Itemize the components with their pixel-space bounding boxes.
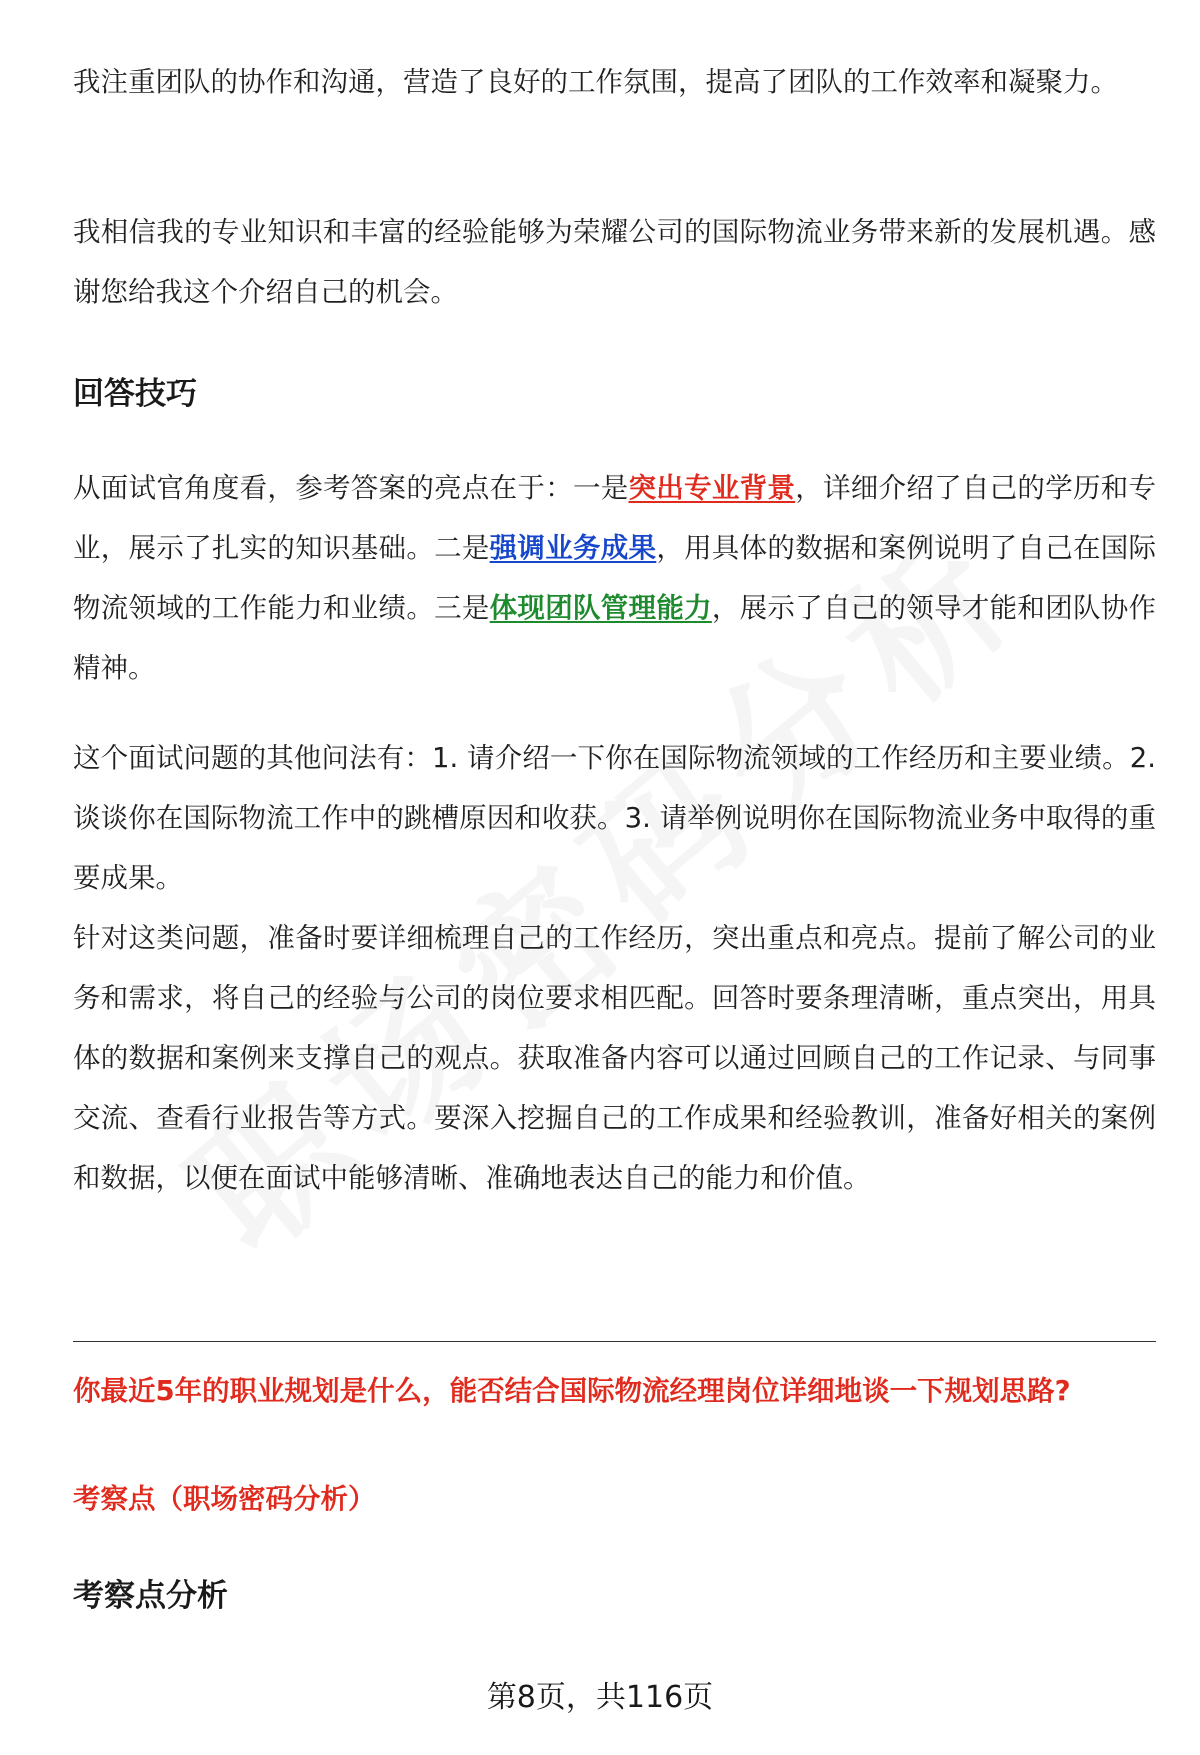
assessment-label: 考察点（职场密码分析） (73, 1483, 376, 1515)
page-footer: 第8页，共116页 (486, 1680, 714, 1715)
text-segment: ，展示了自己的领导才能和团队协作精神。 (73, 592, 1157, 684)
highlight-team-management: 体现团队管理能力 (489, 592, 712, 624)
section-divider (73, 1341, 1156, 1342)
heading-assessment-analysis: 考察点分析 (73, 1578, 228, 1614)
text-segment: ，详细介绍了自己的学历和专业，展示了扎实的知识基础。二是 (73, 472, 1157, 564)
paragraph-preparation-advice: 针对这类问题，准备时要详细梳理自己的工作经历，突出重点和亮点。提前了解公司的业务和需求，将自己的经验与公司的岗位要求相匹配。回答时要条理清晰，重点突出，用具体的数据和案例来支撑自己的观点。获取准备内容可以通过回顾自己的工作记录、与同事交流、查看行业报告等方式。要深入挖掘自己的工作成果和经验教训，准备好相关的案例和数据，以便在面试中能够清晰、准确地表达自己的能力和价值。 (73, 922, 1156, 1194)
paragraph-highlights (73, 458, 1156, 698)
text-segment: 从面试官角度看，参考答案的亮点在于：一是 (73, 472, 629, 504)
paragraph-alternative-questions: 这个面试问题的其他问法有：1. 请介绍一下你在国际物流领域的工作经历和主要业绩。2. 谈谈你在国际物流工作中的跳槽原因和收获。3. 请举例说明你在国际物流业务中取得的重要成果。 (73, 742, 1156, 894)
highlight-business-results: 强调业务成果 (489, 532, 657, 564)
interview-question: 你最近5年的职业规划是什么，能否结合国际物流经理岗位详细地谈一下规划思路? (73, 1375, 1071, 1407)
paragraph-teamwork: 我注重团队的协作和沟通，营造了良好的工作氛围，提高了团队的工作效率和凝聚力。 (73, 66, 1118, 98)
paragraph-closing: 我相信我的专业知识和丰富的经验能够为荣耀公司的国际物流业务带来新的发展机遇。感谢您给我这个介绍自己的机会。 (73, 216, 1156, 308)
text-segment: ，用具体的数据和案例说明了自己在国际物流领域的工作能力和业绩。三是 (73, 532, 1157, 624)
heading-answer-tips: 回答技巧 (73, 376, 197, 412)
highlight-professional-background: 突出专业背景 (628, 472, 796, 504)
